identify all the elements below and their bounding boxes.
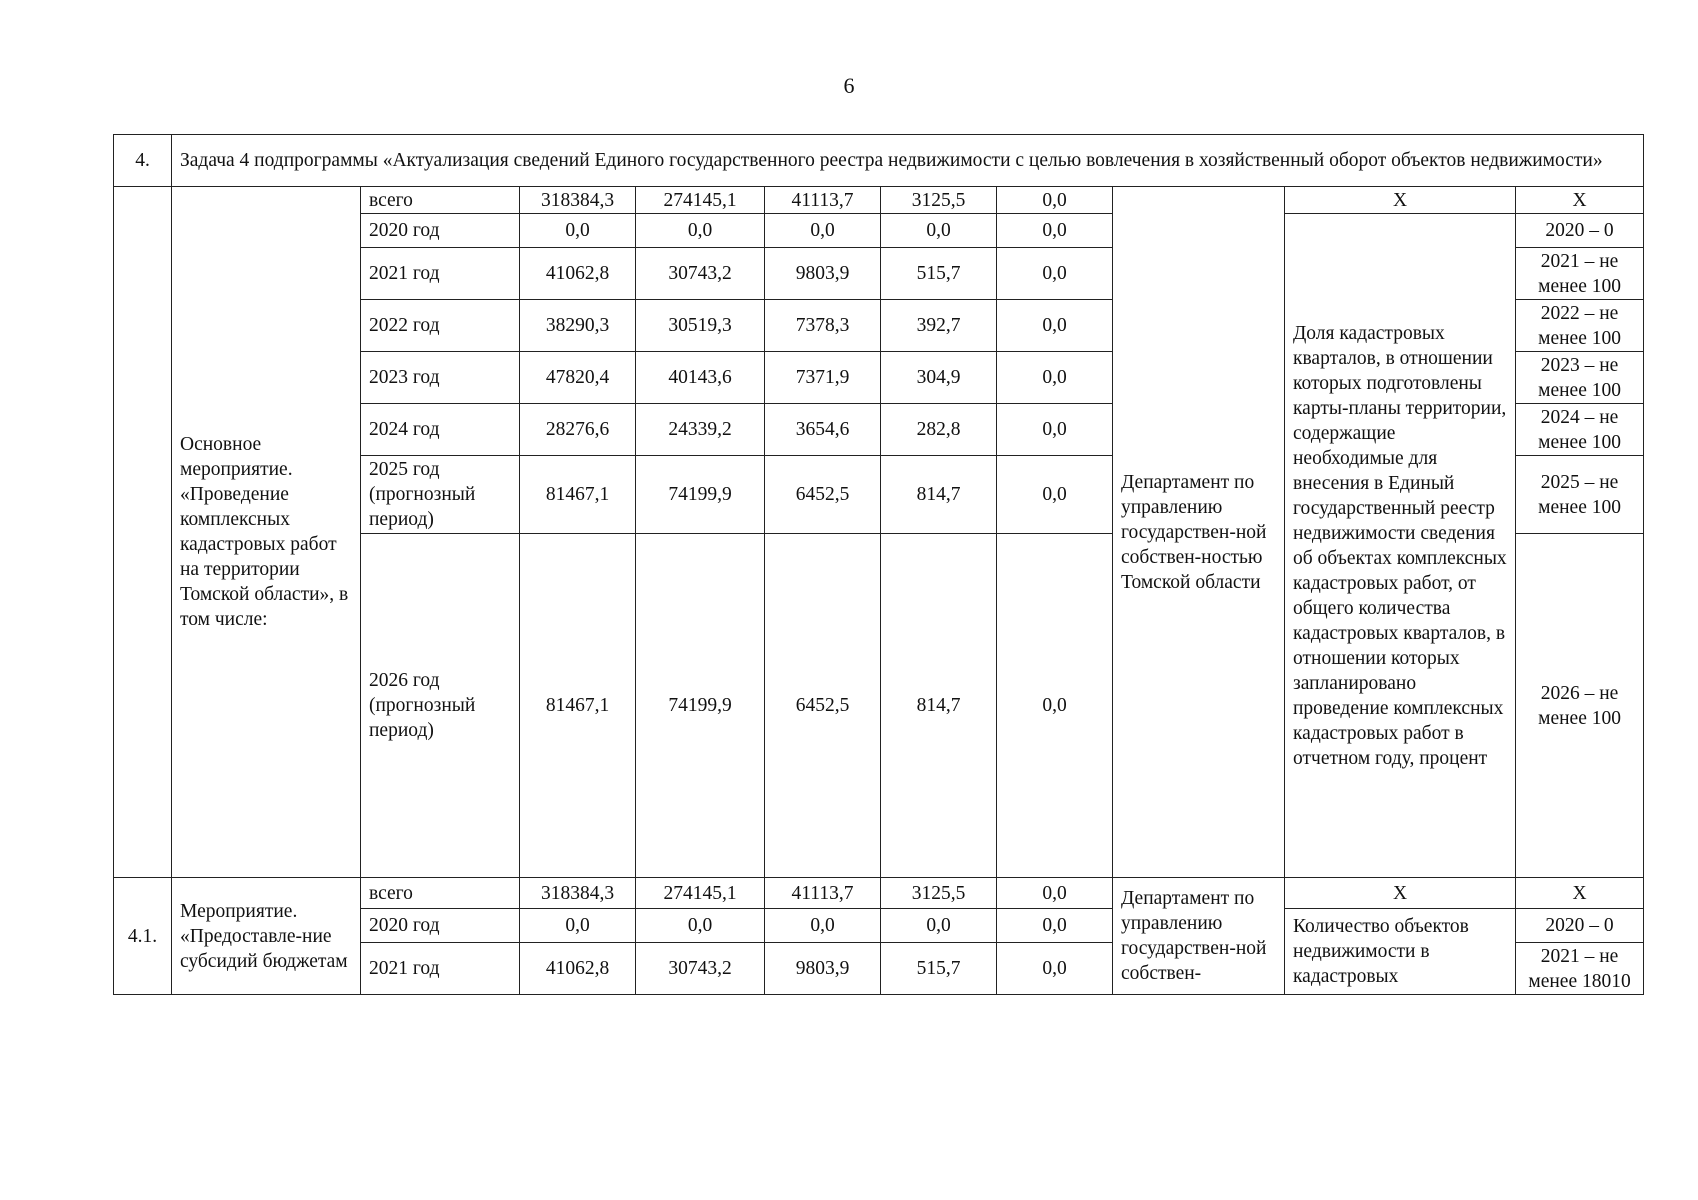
value-cell: 81467,1 [520, 456, 636, 534]
value-cell: 274145,1 [636, 878, 765, 909]
indicator-x: Х [1285, 878, 1516, 909]
target-cell: 2021 – не менее 100 [1516, 248, 1644, 300]
value-cell: 0,0 [997, 456, 1113, 534]
value-cell: 74199,9 [636, 534, 765, 878]
value-cell: 41113,7 [765, 187, 881, 214]
value-cell: 282,8 [881, 404, 997, 456]
value-cell: 0,0 [881, 214, 997, 248]
target-cell: 2022 – не менее 100 [1516, 300, 1644, 352]
value-cell: 0,0 [997, 248, 1113, 300]
value-cell: 0,0 [520, 909, 636, 943]
value-cell: 38290,3 [520, 300, 636, 352]
target-cell: 2025 – не менее 100 [1516, 456, 1644, 534]
value-cell: 814,7 [881, 456, 997, 534]
value-cell: 9803,9 [765, 248, 881, 300]
value-cell: 6452,5 [765, 534, 881, 878]
value-x: Х [1516, 878, 1644, 909]
value-cell: 515,7 [881, 943, 997, 995]
indicator-x: Х [1285, 187, 1516, 214]
value-cell: 41062,8 [520, 248, 636, 300]
target-cell: 2021 – не менее 18010 [1516, 943, 1644, 995]
value-cell: 3125,5 [881, 878, 997, 909]
value-cell: 30519,3 [636, 300, 765, 352]
year-cell: 2020 год [361, 909, 520, 943]
year-cell: 2026 год (прогнозный период) [361, 534, 520, 878]
value-cell: 0,0 [997, 300, 1113, 352]
value-cell: 28276,6 [520, 404, 636, 456]
value-cell: 81467,1 [520, 534, 636, 878]
target-cell: 2024 – не менее 100 [1516, 404, 1644, 456]
target-cell: 2020 – 0 [1516, 214, 1644, 248]
activity-41-responsible: Департамент по управлению государствен-ной собствен- [1113, 878, 1285, 995]
value-cell: 7378,3 [765, 300, 881, 352]
value-x: Х [1516, 187, 1644, 214]
value-cell: 304,9 [881, 352, 997, 404]
value-cell: 24339,2 [636, 404, 765, 456]
value-cell: 40143,6 [636, 352, 765, 404]
target-cell: 2023 – не менее 100 [1516, 352, 1644, 404]
value-cell: 74199,9 [636, 456, 765, 534]
value-cell: 3654,6 [765, 404, 881, 456]
value-cell: 6452,5 [765, 456, 881, 534]
value-cell: 274145,1 [636, 187, 765, 214]
activity-number: 4.1. [114, 878, 172, 995]
program-table [113, 134, 1644, 995]
year-cell: всего [361, 878, 520, 909]
year-cell: 2021 год [361, 943, 520, 995]
value-cell: 3125,5 [881, 187, 997, 214]
value-cell: 0,0 [997, 943, 1113, 995]
value-cell: 0,0 [997, 187, 1113, 214]
value-cell: 318384,3 [520, 187, 636, 214]
task-row [114, 135, 1644, 187]
value-cell: 41113,7 [765, 878, 881, 909]
value-cell: 0,0 [997, 352, 1113, 404]
value-cell: 814,7 [881, 534, 997, 878]
value-cell: 30743,2 [636, 248, 765, 300]
value-cell: 0,0 [765, 214, 881, 248]
value-cell: 0,0 [636, 214, 765, 248]
value-cell: 7371,9 [765, 352, 881, 404]
main-activity-responsible: Департамент по управлению государствен-ной собствен-ностью Томской области [1113, 187, 1285, 878]
year-cell: 2022 год [361, 300, 520, 352]
value-cell: 515,7 [881, 248, 997, 300]
year-cell: 2020 год [361, 214, 520, 248]
page-number: 6 [843, 73, 855, 98]
value-cell: 0,0 [765, 909, 881, 943]
year-cell: 2023 год [361, 352, 520, 404]
year-cell: 2021 год [361, 248, 520, 300]
target-cell: 2020 – 0 [1516, 909, 1644, 943]
value-cell: 318384,3 [520, 878, 636, 909]
activity-41-name: Мероприятие. «Предоставле-ние субсидий бюджетам [172, 878, 361, 995]
table-row [114, 187, 1644, 214]
value-cell: 30743,2 [636, 943, 765, 995]
value-cell: 0,0 [997, 909, 1113, 943]
target-cell: 2026 – не менее 100 [1516, 534, 1644, 878]
table-row [114, 878, 1644, 909]
main-activity-name: Основное мероприятие. «Проведение комплексных кадастровых работ на территории Томской области», в том числе: [172, 187, 361, 878]
task-title: Задача 4 подпрограммы «Актуализация сведений Единого государственного реестра недвижимости с целью вовлечения в хозяйственный оборот объектов недвижимости» [172, 135, 1644, 187]
value-cell: 0,0 [997, 534, 1113, 878]
activity-41-indicator: Количество объектов недвижимости в кадастровых [1285, 909, 1516, 995]
value-cell: 0,0 [881, 909, 997, 943]
year-cell: всего [361, 187, 520, 214]
value-cell: 0,0 [636, 909, 765, 943]
value-cell: 47820,4 [520, 352, 636, 404]
value-cell: 9803,9 [765, 943, 881, 995]
value-cell: 0,0 [997, 878, 1113, 909]
year-cell: 2024 год [361, 404, 520, 456]
value-cell: 0,0 [997, 404, 1113, 456]
year-cell: 2025 год (прогнозный период) [361, 456, 520, 534]
value-cell: 41062,8 [520, 943, 636, 995]
value-cell: 0,0 [997, 214, 1113, 248]
task-number: 4. [114, 135, 172, 187]
value-cell: 0,0 [520, 214, 636, 248]
main-activity-indicator: Доля кадастровых кварталов, в отношении которых подготовлены карты-планы территории, содержащие необходимые для внесения в Единый государственный реестр недвижимости сведения об объектах комплексных кадастровых работ, от общего количества кадастровых кварталов, в отношении которых запланировано проведение комплексных кадастровых работ в отчетном году, процент [1285, 214, 1516, 878]
value-cell: 392,7 [881, 300, 997, 352]
